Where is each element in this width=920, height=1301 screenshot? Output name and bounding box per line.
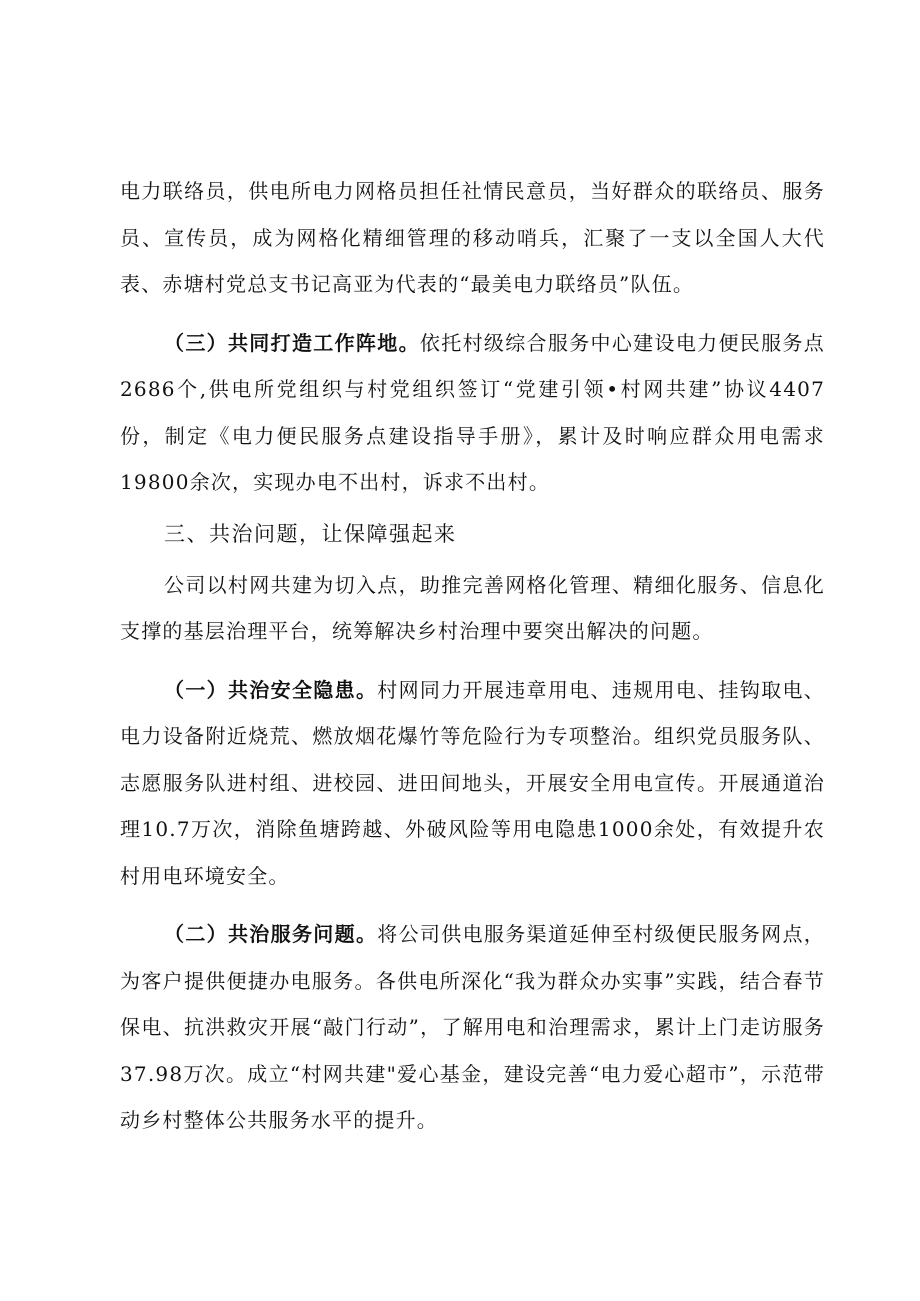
paragraph-gap xyxy=(120,899,825,911)
sub-1-lead: （一）共治安全隐患。 xyxy=(164,677,378,702)
item-3-paragraph xyxy=(120,320,825,506)
document-body xyxy=(120,168,825,1144)
item-3-lead: （三）共同打造工作阵地。 xyxy=(164,330,420,355)
sub-2-lead: （二）共治服务问题。 xyxy=(164,922,378,946)
sub-2-paragraph xyxy=(120,911,825,1144)
section-heading: 三、共治问题，让保障强起来 xyxy=(164,521,457,546)
paragraph-gap xyxy=(120,308,825,320)
sub-2-body: 将公司供电服务渠道延伸至村级便民服务网点，为客户提供便捷办电服务。各供电所深化“我为群众办实事”实践，结合春节保电、抗洪救灾开展“敲门行动”，了解用电和治理需求，累计上门走访服务37.98万次。成立“村网共建"爱心基金，建设完善“电力爱心超市”，示范带动乡村整体公共服务水平的提升。 xyxy=(120,922,825,1132)
item-3-body: 依托村级综合服务中心建设电力便民服务点2686个,供电所党组织与村党组织签订“党建引领•村网共建”协议4407份，制定《电力便民服务点建设指导手册》，累计及时响应群众用电需求19800余次，实现办电不出村，诉求不出村。 xyxy=(120,330,825,494)
paragraph-gap xyxy=(120,655,825,667)
continued-paragraph: 电力联络员，供电所电力网格员担任社情民意员，当好群众的联络员、服务员、宣传员，成为网格化精细管理的移动哨兵，汇聚了一支以全国人大代表、赤塘村党总支书记高亚为代表的“最美电力联络员”队伍。 xyxy=(120,179,825,296)
sub-1-body: 村网同力开展违章用电、违规用电、挂钩取电、电力设备附近烧荒、燃放烟花爆竹等危险行为专项整治。组织党员服务队、志愿服务队进村组、进校园、进田间地头，开展安全用电宣传。开展通道治理10.7万次，消除鱼塘跨越、外破风险等用电隐患1000余处，有效提升农村用电环境安全。 xyxy=(120,677,825,888)
sub-1-paragraph xyxy=(120,667,825,900)
section-intro: 公司以村网共建为切入点，助推完善网格化管理、精细化服务、信息化支撑的基层治理平台，统筹解决乡村治理中要突出解决的问题。 xyxy=(120,572,825,643)
